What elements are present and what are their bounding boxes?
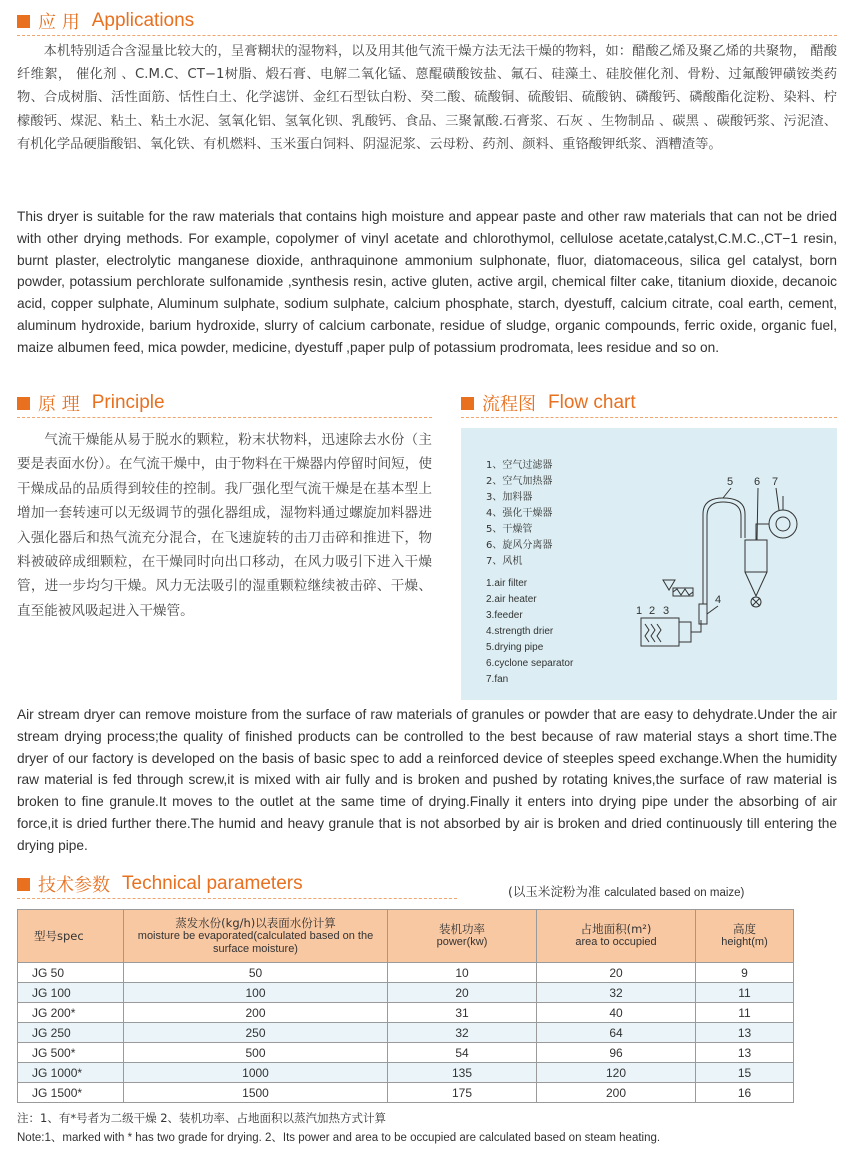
table-cell: 120: [537, 1063, 696, 1083]
table-row: [18, 1063, 794, 1083]
legend-item: 5、干燥管: [486, 524, 533, 535]
drying-pipe: [703, 498, 745, 604]
diagram-label-2: 2: [649, 605, 656, 617]
applications-body-en: This dryer is suitable for the raw materials that contains high moisture and appear paste and other raw materials that can not be dried with other drying methods. For example, copolymer of vinyl acetate and chlorothymol, cellulose acetate,catalyst,C.M.C.,CT−1 resin, burnt plaster, electrolytic manganese dioxide, anthraquinone ammonium sulphonate, fluor, diatomaceous, silica gel catalyst, born powder, potassium perchlorate sulfonamide ,synthesis resin, active gluten, active argil, chemical filter cake, titanium dioxide, decanoic acid, copper sulphate, Aluminum sulphate, sodium sulphate, calcium phosphate, starch, dyestuff, calcium citrate, coal earth, cement, aluminum hydroxide, barium hydroxide, slurry of calcium carbonate, residue of sludge, organic compounds, ferric oxide, organic fuel, maize albumen feed, mica powder, medicine, dyestuff ,paper pulp of potassium prodromata, lees residue and so on.: [17, 209, 837, 355]
flowchart-title-cn: 流程图: [482, 394, 536, 415]
leader-line-5: [723, 488, 731, 498]
table-row: [18, 963, 794, 983]
principle-body-cn: 气流干燥能从易于脱水的颗粒，粉末状物料，迅速除去水份（主要是表面水份）。在气流干燥中，由于物料在干燥器内停留时间短，使干燥成品的品质得到较佳的控制。我厂强化型气流干燥是在基本型上增加一套转速可以无级调节的强化器组成，湿物料通过螺旋加料器进入强化器后和热气流充分混合，在飞速旋转的击刀击碎和推进下，物料被破碎成细颗粒，在干燥同时向出口移动，在风力吸引下进入干燥管，进一步均匀干燥。风力无法吸引的湿重颗粒继续被击碎、干燥、直至能被风吸起进入干燥管。: [17, 432, 432, 619]
screw-thread: [673, 589, 693, 595]
table-cell: 175: [388, 1083, 537, 1103]
section-divider: [17, 35, 837, 36]
table-cell: JG 1000*: [18, 1063, 124, 1083]
table-cell: 13: [696, 1023, 794, 1043]
valve-cross: [752, 598, 760, 606]
technical-title-cn: 技术参数: [38, 875, 110, 896]
legend-item: 2.air heater: [486, 594, 537, 605]
table-cell: 32: [388, 1023, 537, 1043]
header-en: height(m): [721, 936, 768, 948]
dryer-flow-diagram: [461, 428, 837, 700]
table-cell: JG 100: [18, 983, 124, 1003]
legend-item: 4.strength drier: [486, 626, 554, 637]
legend-item: 3.feeder: [486, 610, 523, 621]
table-cell: 1000: [124, 1063, 388, 1083]
header-en: moisture be evaporated(calculated based on the surface moisture): [137, 929, 374, 955]
table-cell: 50: [124, 963, 388, 983]
leader-line-4: [707, 606, 718, 614]
legend-item: 7.fan: [486, 674, 509, 685]
legend-item: 5.drying pipe: [486, 642, 544, 653]
header-cn: 蒸发水份(kg/h)以表面水份计算: [175, 915, 336, 930]
table-cell: 20: [388, 983, 537, 1003]
table-cell: 11: [696, 983, 794, 1003]
legend-item: 1、空气过滤器: [486, 460, 553, 471]
table-cell: 64: [537, 1023, 696, 1043]
diagram-label-3: 3: [663, 605, 670, 617]
calculation-basis: [508, 882, 744, 900]
table-cell: 10: [388, 963, 537, 983]
calculation-basis-en: calculated based on maize): [604, 887, 745, 899]
col-header-power: [388, 910, 537, 963]
header-en: area to occupied: [575, 936, 657, 948]
col-header-height: [696, 910, 794, 963]
table-cell: 31: [388, 1003, 537, 1023]
section-divider: [17, 898, 457, 899]
table-cell: 200: [124, 1003, 388, 1023]
calculation-basis-cn: (以玉米淀粉为准: [508, 884, 601, 899]
principle-title-cn: 原 理: [38, 394, 80, 415]
technical-title-en: Technical parameters: [122, 873, 303, 894]
table-cell: 32: [537, 983, 696, 1003]
header-en: power(kw): [436, 936, 488, 948]
section-divider: [17, 417, 432, 418]
legend-item: 3、加料器: [486, 492, 533, 503]
diagram-label-6: 6: [754, 476, 761, 488]
legend-item: 4、强化干燥器: [486, 508, 553, 519]
table-cell: 15: [696, 1063, 794, 1083]
table-cell: 200: [537, 1083, 696, 1103]
diagram-label-1: 1: [636, 605, 643, 617]
table-cell: 11: [696, 1003, 794, 1023]
table-row: [18, 1003, 794, 1023]
drying-pipe-inner: [707, 502, 741, 604]
table-cell: 100: [124, 983, 388, 1003]
applications-title-cn: 应 用: [38, 12, 80, 33]
header-cn: 占地面积(m²): [580, 922, 652, 936]
legend-item: 1.air filter: [486, 578, 528, 589]
applications-title-en: Applications: [91, 10, 195, 31]
cyclone-cone: [745, 572, 767, 596]
table-cell: 250: [124, 1023, 388, 1043]
table-cell: JG 200*: [18, 1003, 124, 1023]
technical-heading: [17, 871, 303, 897]
table-cell: 40: [537, 1003, 696, 1023]
col-header-area: [537, 910, 696, 963]
diagram-label-4: 4: [715, 594, 722, 606]
table-cell: JG 50: [18, 963, 124, 983]
table-row: [18, 1083, 794, 1103]
principle-body-en: Air stream dryer can remove moisture from the surface of raw materials of granules or powder that are easy to dehydrate.Under the air stream drying process;the quality of finished products can be controlled to the best because of raw material stays a short time.The dryer of our factory is developed on the basis of basic spec to add a reinforced device of steeples speed exchange.When the humidity raw material is fed through screw,it is mixed with air fully and is broken and pushed by rotating knives,the surface of raw material is broken to fine granule.It moves to the outlet at the same time of drying.Finally it enters into drying pipe under the absorbing of air force,it is dried further there.The humid and heavy granule that is not absorbed by air is broken and dried continuously till entering the drying pipe.: [17, 707, 837, 853]
applications-body-cn: 本机特别适合含湿量比较大的，呈膏糊状的湿物料，以及用其他气流干燥方法无法干燥的物料，如：醋酸乙烯及聚乙烯的共聚物， 醋酸纤维絮， 催化剂 、C.M.C、CT−1树脂、煅石膏、电解二氧化锰、蒽醌磺酸铵盐、氟石、硅藻土、硅胶催化剂、骨粉、过氟酸钾磺铵类药物、合成树脂、活性面筋、恬性白土、化学滤饼、金红石型钛白粉、癸二酸、硫酸铜、硫酸铝、硫酸钠、磷酸钙、磷酸酯化淀粉、染料、柠檬酸钙、煤泥、粘土、粘土水泥、氢氧化铝、氢氧化钡、乳酸钙、食品、三聚氰酸.石膏浆、石灰 、生物制品 、碳黑 、碳酸钙浆、污泥渣、有机化学品硬脂酸铝、氧化铁、有机燃料、玉米蛋白饲料、阴湿泥浆、云母粉、药剂、颜料、重铬酸钾纸浆、酒糟渣等。: [17, 44, 837, 152]
fan-housing: [769, 510, 797, 538]
leader-line-7: [776, 488, 779, 510]
table-row: [18, 1023, 794, 1043]
legend-item: 7、风机: [486, 556, 523, 567]
table-cell: 54: [388, 1043, 537, 1063]
table-row: [18, 1043, 794, 1063]
principle-heading: [17, 390, 165, 416]
heater-coil: [645, 624, 661, 642]
table-cell: 500: [124, 1043, 388, 1063]
header-cn: 型号spec: [34, 928, 84, 943]
heading-square-icon: [17, 15, 30, 28]
technical-parameters-table: [17, 909, 794, 1103]
table-header-row: [18, 910, 794, 963]
applications-heading: [17, 8, 194, 34]
principle-title-en: Principle: [91, 392, 165, 413]
footnote-en: Note:1、marked with * has two grade for drying. 2、Its power and area to be occupied are calculated based on steam heating.: [17, 1132, 661, 1144]
flowchart-title-en: Flow chart: [548, 392, 636, 413]
header-cn: 装机功率: [439, 922, 485, 936]
table-cell: JG 250: [18, 1023, 124, 1043]
col-header-spec: [18, 910, 124, 963]
header-cn: 高度: [733, 922, 756, 936]
fan-impeller: [776, 517, 790, 531]
heading-square-icon: [461, 397, 474, 410]
table-cell: 135: [388, 1063, 537, 1083]
cyclone-body: [745, 540, 767, 572]
table-cell: JG 500*: [18, 1043, 124, 1063]
legend-item: 2、空气加热器: [486, 476, 553, 487]
table-cell: 13: [696, 1043, 794, 1063]
legend-item: 6.cyclone separator: [486, 658, 574, 669]
fan-duct: [756, 524, 769, 540]
col-header-evaporation: [124, 910, 388, 963]
section-divider: [461, 417, 837, 418]
strength-drier: [699, 604, 707, 624]
table-cell: 96: [537, 1043, 696, 1063]
flowchart-heading: [461, 390, 636, 416]
footnote-cn: 注：1、有*号者为二级干燥 2、装机功率、占地面积以蒸汽加热方式计算: [17, 1111, 387, 1125]
diagram-label-7: 7: [772, 476, 779, 488]
table-cell: 20: [537, 963, 696, 983]
flow-chart-panel: [461, 428, 837, 700]
leader-line-6: [757, 488, 758, 540]
legend-item: 6、旋风分离器: [486, 540, 553, 551]
table-cell: 16: [696, 1083, 794, 1103]
heading-square-icon: [17, 397, 30, 410]
table-cell: JG 1500*: [18, 1083, 124, 1103]
table-row: [18, 983, 794, 1003]
diagram-label-5: 5: [727, 476, 734, 488]
air-filter-box: [679, 622, 691, 642]
table-cell: 9: [696, 963, 794, 983]
table-cell: 1500: [124, 1083, 388, 1103]
heading-square-icon: [17, 878, 30, 891]
